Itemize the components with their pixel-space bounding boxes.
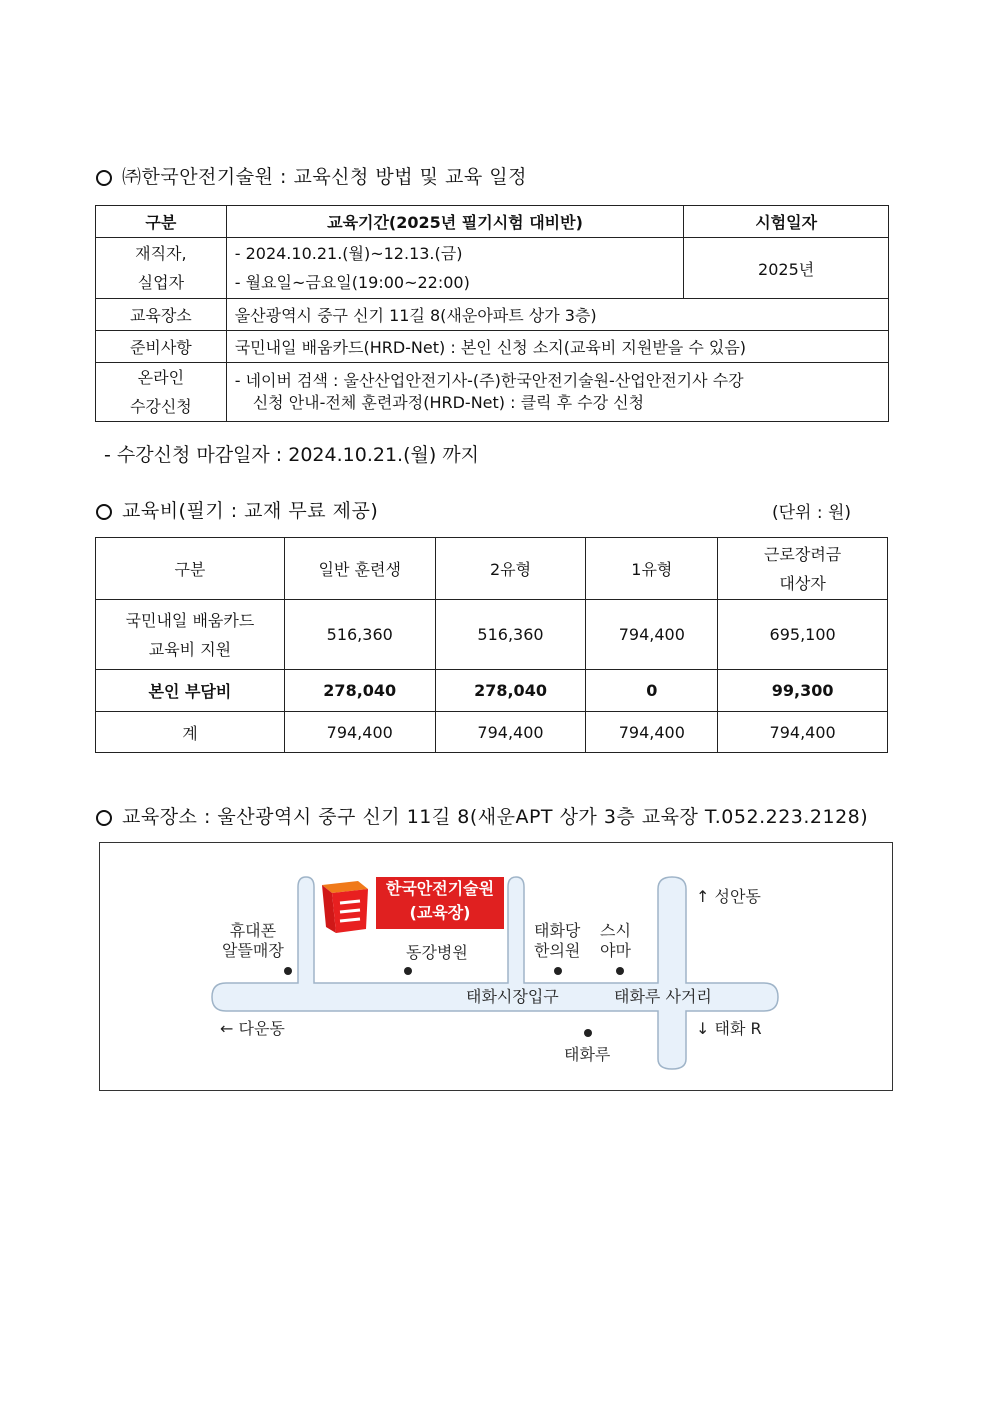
section3-heading xyxy=(96,802,868,829)
row1-label-line1: 재직자, xyxy=(135,244,187,263)
phone-store-line2: 알뜰매장 xyxy=(222,941,284,960)
fee-header-type2: 2유형 xyxy=(435,538,586,600)
fee-header-general: 일반 훈련생 xyxy=(284,538,435,600)
table-row xyxy=(96,363,889,422)
support-label-line1: 국민내일 배움카드 xyxy=(125,610,255,630)
table-row xyxy=(96,712,888,753)
row2-value: 울산광역시 중구 신기 11길 8(새운아파트 상가 3층) xyxy=(226,299,888,331)
support-type2: 516,360 xyxy=(435,600,586,670)
logo-line2: (교육장) xyxy=(409,903,471,922)
table-row xyxy=(96,600,888,670)
north-text: 성안동 xyxy=(714,887,761,906)
map-dot xyxy=(554,967,562,975)
map-label-phone-store xyxy=(222,921,284,961)
arrow-left-icon: ← xyxy=(220,1019,234,1038)
section2-heading-text: 교육비(필기 : 교재 무료 제공) xyxy=(122,500,379,522)
row4-label xyxy=(96,363,227,422)
sushi-line1: 스시 xyxy=(600,921,631,940)
map-dot xyxy=(284,967,292,975)
row4-value xyxy=(226,363,888,422)
total-type1: 794,400 xyxy=(586,712,718,753)
row4-label-line1: 온라인 xyxy=(137,368,185,387)
header-period: 교육기간(2025년 필기시험 대비반) xyxy=(226,206,684,238)
fee-header-incentive xyxy=(718,538,888,600)
map-label-taehwaru: 태화루 xyxy=(564,1045,611,1064)
section1-heading-text: ㈜한국안전기술원 : 교육신청 방법 및 교육 일정 xyxy=(122,166,528,188)
total-type2: 794,400 xyxy=(435,712,586,753)
row1-label-line2: 실업자 xyxy=(137,273,185,292)
map-label-hospital: 동강병원 xyxy=(406,943,468,962)
phone-store-line1: 휴대폰 xyxy=(229,921,277,940)
logo-line1: 한국안전기술원 xyxy=(385,879,495,898)
unit-label: (단위 : 원) xyxy=(772,503,852,523)
row1-period-line1: - 2024.10.21.(월)~12.13.(금) xyxy=(234,244,463,263)
support-label-line2: 교육비 지원 xyxy=(148,639,232,659)
schedule-table xyxy=(95,205,889,422)
location-map xyxy=(99,842,893,1091)
map-dot xyxy=(404,967,412,975)
self-incentive: 99,300 xyxy=(718,670,888,712)
fee-table xyxy=(95,537,888,753)
section2-heading xyxy=(96,496,378,523)
clinic-line2: 한의원 xyxy=(534,941,581,960)
row4-value-line2: 신청 안내-전체 훈련과정(HRD-Net) : 클릭 후 수강 신청 xyxy=(252,393,645,412)
support-label xyxy=(96,600,285,670)
section1-heading xyxy=(96,162,527,189)
sushi-line2: 야마 xyxy=(600,941,631,960)
circle-bullet-icon xyxy=(96,810,112,826)
self-type1: 0 xyxy=(586,670,718,712)
total-incentive: 794,400 xyxy=(718,712,888,753)
fee-header-type1: 1유형 xyxy=(586,538,718,600)
arrow-up-icon: ↑ xyxy=(696,887,710,906)
row1-label xyxy=(96,238,227,299)
fee-header-incentive-line2: 대상자 xyxy=(779,573,826,593)
logo-text xyxy=(376,877,504,925)
row1-period xyxy=(226,238,684,299)
row1-period-line2: - 월요일~금요일(19:00~22:00) xyxy=(234,273,470,292)
map-label-clinic xyxy=(534,921,580,961)
map-label-south xyxy=(696,1019,762,1039)
support-general: 516,360 xyxy=(284,600,435,670)
header-exam: 시험일자 xyxy=(684,206,889,238)
total-general: 794,400 xyxy=(284,712,435,753)
row4-label-line2: 수강신청 xyxy=(129,397,192,416)
arrow-down-icon: ↓ xyxy=(696,1019,710,1038)
row4-value-line1: - 네이버 검색 : 울산산업안전기사-(주)한국안전기술원-산업안전기사 수강 xyxy=(234,371,744,390)
map-dot xyxy=(584,1029,592,1037)
section3-heading-text: 교육장소 : 울산광역시 중구 신기 11길 8(새운APT 상가 3층 교육장 T.052.223.2128) xyxy=(122,806,869,828)
south-text: 태화 R xyxy=(714,1019,762,1038)
map-label-market: 태화시장입구 xyxy=(466,987,559,1006)
fee-header-category: 구분 xyxy=(96,538,285,600)
table-row xyxy=(96,238,889,299)
support-type1: 794,400 xyxy=(586,600,718,670)
map-label-crossroad: 태화루 사거리 xyxy=(614,987,712,1006)
circle-bullet-icon xyxy=(96,504,112,520)
clinic-line1: 태화당 xyxy=(534,921,581,940)
header-category: 구분 xyxy=(96,206,227,238)
map-label-north xyxy=(696,887,761,907)
circle-bullet-icon xyxy=(96,170,112,186)
building-logo-icon xyxy=(314,879,374,939)
map-label-west xyxy=(220,1019,285,1039)
map-label-sushi xyxy=(600,921,631,961)
support-incentive: 695,100 xyxy=(718,600,888,670)
deadline-note: - 수강신청 마감일자 : 2024.10.21.(월) 까지 xyxy=(104,444,480,466)
self-general: 278,040 xyxy=(284,670,435,712)
table-row xyxy=(96,670,888,712)
row3-value: 국민내일 배움카드(HRD-Net) : 본인 신청 소지(교육비 지원받을 수 있음) xyxy=(226,331,888,363)
row2-label: 교육장소 xyxy=(96,299,227,331)
table-row xyxy=(96,331,889,363)
map-dot xyxy=(616,967,624,975)
fee-header-row xyxy=(96,538,888,600)
row1-exam: 2025년 xyxy=(684,238,889,299)
table-row xyxy=(96,299,889,331)
self-type2: 278,040 xyxy=(435,670,586,712)
row3-label: 준비사항 xyxy=(96,331,227,363)
total-label: 계 xyxy=(96,712,285,753)
self-label: 본인 부담비 xyxy=(96,670,285,712)
fee-header-incentive-line1: 근로장려금 xyxy=(763,544,842,564)
west-text: 다운동 xyxy=(238,1019,285,1038)
schedule-header-row xyxy=(96,206,889,238)
